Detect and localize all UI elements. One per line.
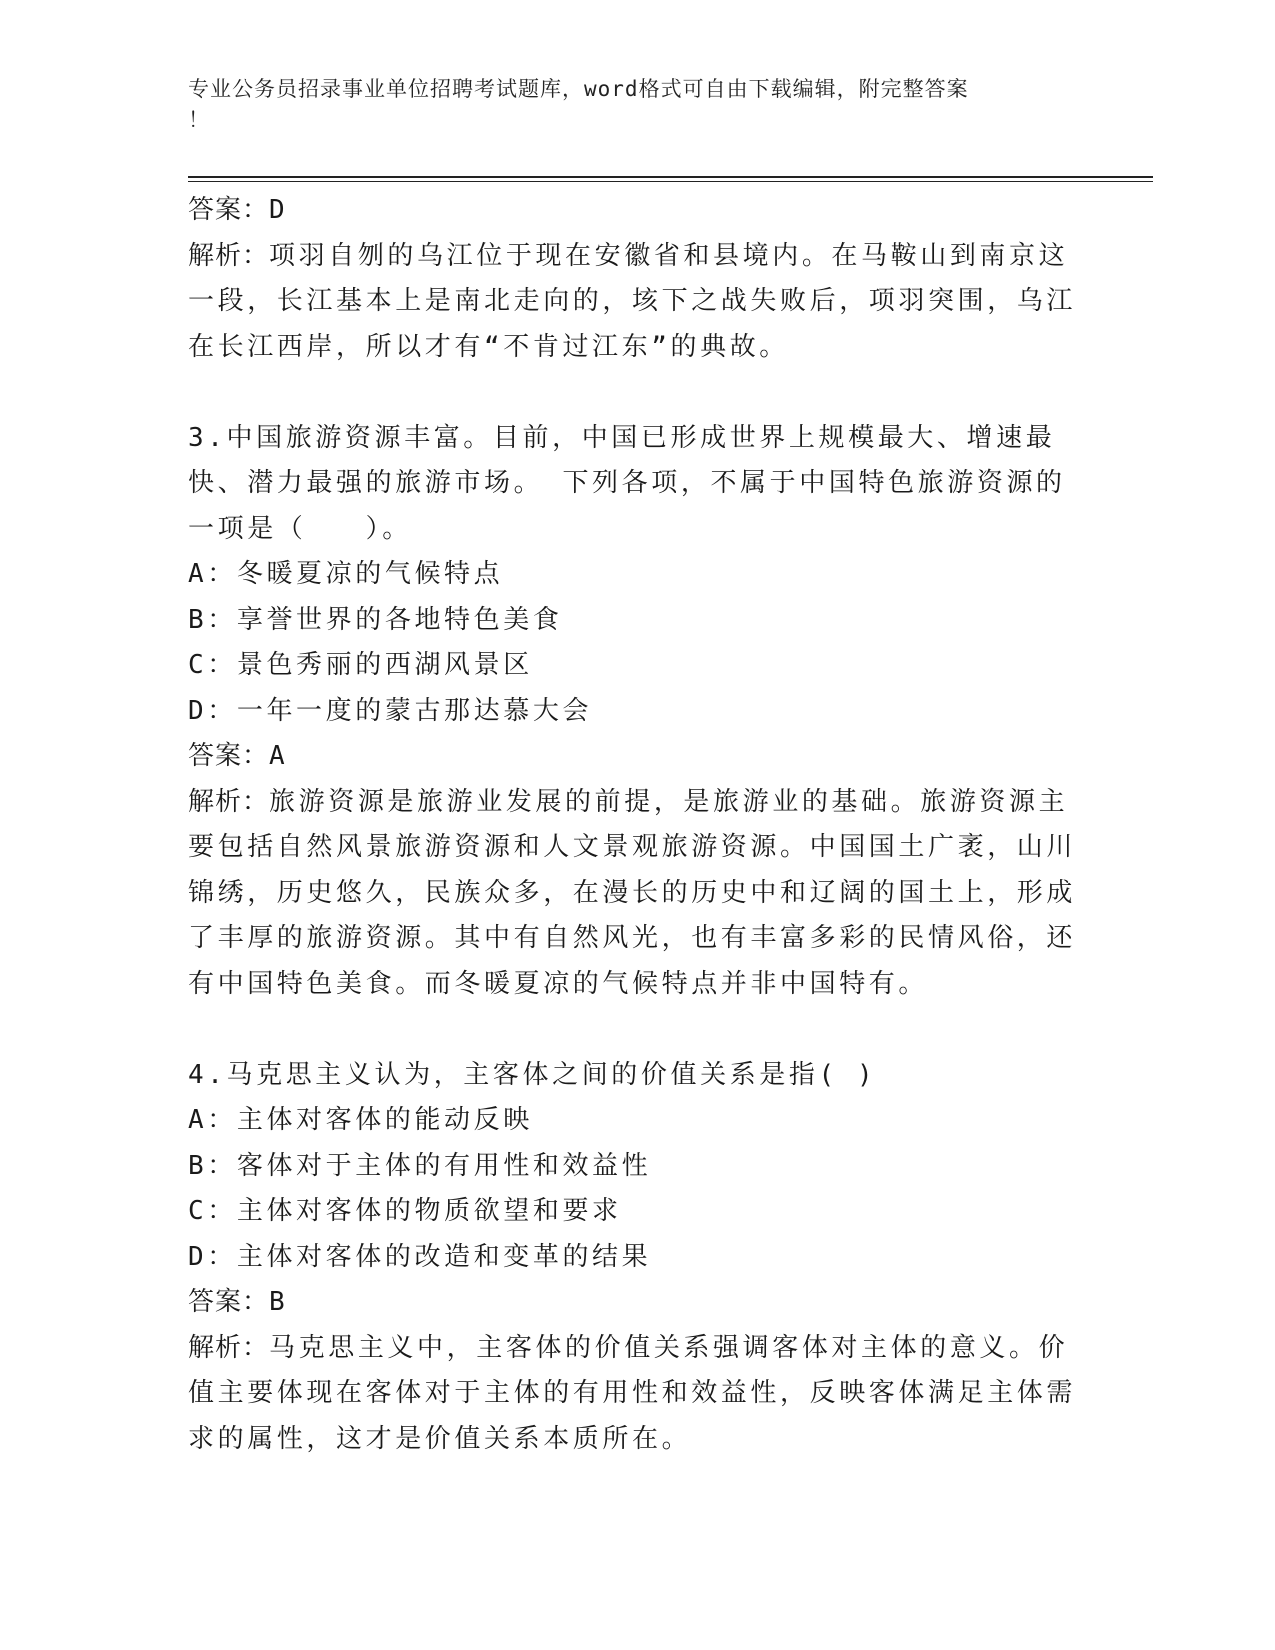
question-4-option-c: C：主体对客体的物质欲望和要求	[188, 1196, 622, 1226]
question-4-option-d: D：主体对客体的改造和变革的结果	[188, 1241, 652, 1272]
analysis-paragraph	[188, 234, 1088, 371]
page-header	[188, 74, 1088, 136]
question-4-option-b: B：客体对于主体的有用性和效益性	[188, 1150, 652, 1181]
header-divider	[188, 176, 1153, 178]
question-3-text: 3.中国旅游资源丰富。目前，中国已形成世界上规模最大、增速最快、潜力最强的旅游市场。 下列各项，不属于中国特色旅游资源的一项是（ ）。	[188, 422, 1066, 544]
answer-label: 答案：	[188, 1287, 270, 1317]
answer-line	[188, 1280, 1088, 1326]
analysis-label: 解析：	[188, 1332, 270, 1363]
header-line-1: 专业公务员招录事业单位招聘考试题库，word格式可自由下载编辑，附完整答案	[188, 77, 969, 101]
analysis-text: 旅游资源是旅游业发展的前提，是旅游业的基础。旅游资源主要包括自然风景旅游资源和人文景观旅游资源。中国国土广袤，山川锦绣，历史悠久，民族众多，在漫长的历史中和辽阔的国土上，形成了丰厚的旅游资源。其中有自然风光，也有丰富多彩的民情风俗，还有中国特色美食。而冬暖夏凉的气候特点并非中国特有。	[188, 786, 1077, 999]
answer-label: 答案：	[188, 195, 270, 225]
question-3-option-b: B：享誉世界的各地特色美食	[188, 604, 563, 635]
question-4-text: 4.马克思主义认为，主客体之间的价值关系是指( )	[188, 1059, 877, 1090]
answer-label: 答案：	[188, 741, 270, 771]
analysis-text: 项羽自刎的乌江位于现在安徽省和县境内。在马鞍山到南京这一段，长江基本上是南北走向的，垓下之战失败后，项羽突围，乌江在长江西岸，所以才有“不肯过江东”的典故。	[188, 240, 1077, 362]
question-4-option-a: A：主体对客体的能动反映	[188, 1105, 533, 1135]
analysis-label: 解析：	[188, 240, 270, 271]
analysis-paragraph	[188, 780, 1088, 1008]
header-line-2: ！	[188, 108, 210, 132]
answer-value: D	[269, 195, 289, 225]
analysis-paragraph	[188, 1326, 1088, 1463]
answer-line	[188, 734, 1088, 780]
answer-value: A	[269, 741, 289, 771]
analysis-text: 马克思主义中，主客体的价值关系强调客体对主体的意义。价值主要体现在客体对于主体的有用性和效益性，反映客体满足主体需求的属性，这才是价值关系本质所在。	[188, 1332, 1077, 1454]
analysis-label: 解析：	[188, 786, 270, 817]
answer-line	[188, 188, 1088, 234]
question-3-option-c: C：景色秀丽的西湖风景区	[188, 650, 533, 680]
document-body	[188, 188, 1088, 1462]
header-divider-thin	[188, 181, 1153, 182]
question-3-option-d: D：一年一度的蒙古那达慕大会	[188, 695, 593, 726]
answer-value: B	[269, 1287, 289, 1317]
question-3-option-a: A：冬暖夏凉的气候特点	[188, 559, 504, 589]
